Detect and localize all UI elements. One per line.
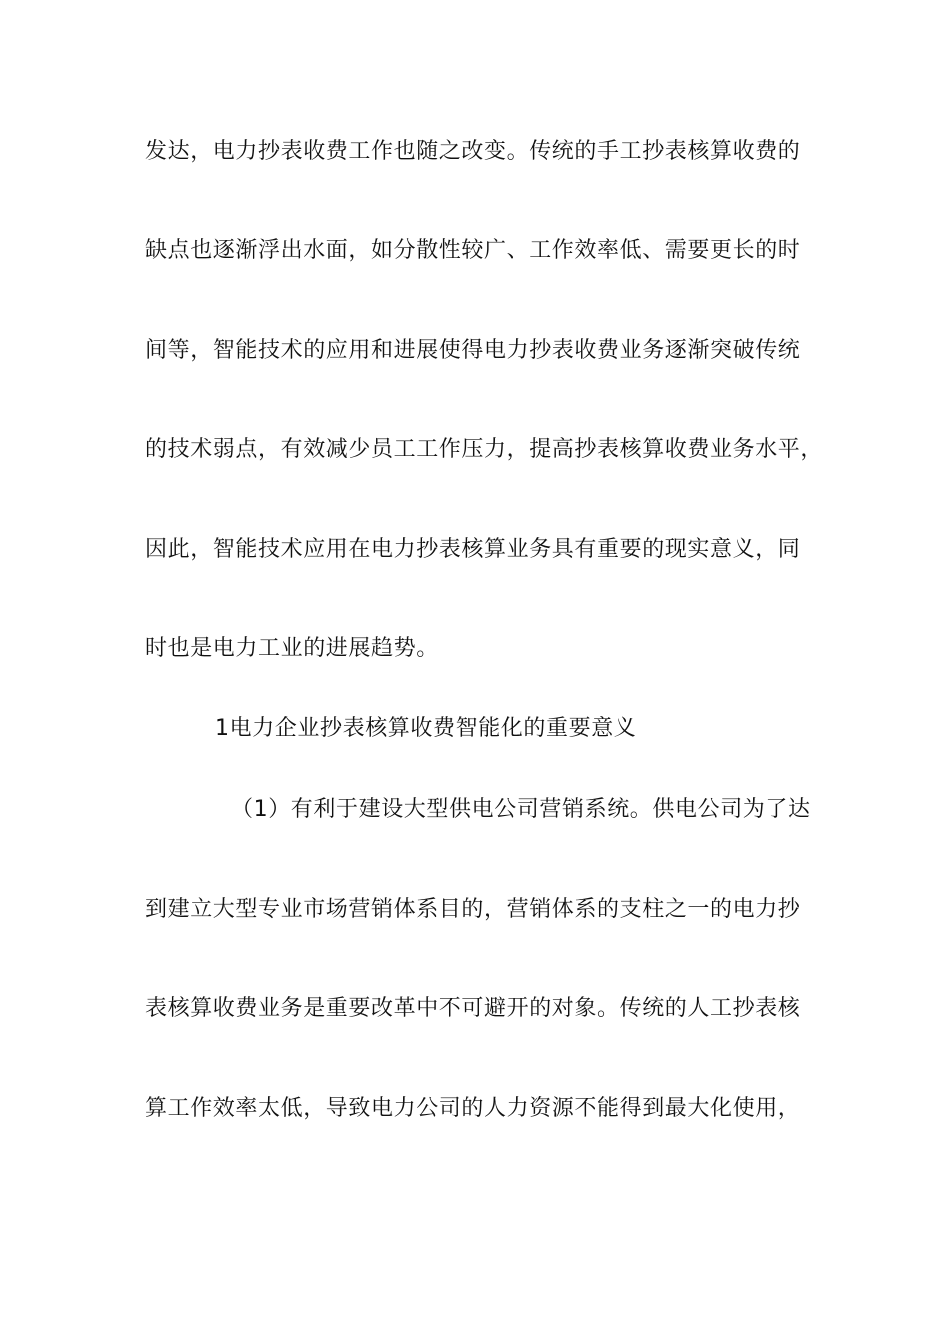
paragraph-1-line-5: 因此，智能技术应用在电力抄表核算业务具有重要的现实意义，同 (145, 537, 801, 562)
paragraph-2-line-1: （1）有利于建设大型供电公司营销系统。供电公司为了达 (231, 797, 811, 822)
paragraph-1-line-1: 发达，电力抄表收费工作也随之改变。传统的手工抄表核算收费的 (145, 139, 801, 164)
paragraph-1-line-2: 缺点也逐渐浮出水面，如分散性较广、工作效率低、需要更长的时 (145, 238, 801, 263)
paragraph-2-line-4: 算工作效率太低，导致电力公司的人力资源不能得到最大化使用， (145, 1096, 801, 1121)
paragraph-1-line-4: 的技术弱点，有效减少员工工作压力，提高抄表核算收费业务水平， (145, 437, 824, 462)
paragraph-2-line-3: 表核算收费业务是重要改革中不可避开的对象。传统的人工抄表核 (145, 996, 801, 1021)
section-heading: 1电力企业抄表核算收费智能化的重要意义 (215, 716, 637, 741)
paragraph-2-line-2: 到建立大型专业市场营销体系目的，营销体系的支柱之一的电力抄 (145, 897, 801, 922)
paragraph-1-line-6: 时也是电力工业的进展趋势。 (145, 636, 439, 661)
paragraph-1-line-3: 间等，智能技术的应用和进展使得电力抄表收费业务逐渐突破传统 (145, 338, 801, 363)
